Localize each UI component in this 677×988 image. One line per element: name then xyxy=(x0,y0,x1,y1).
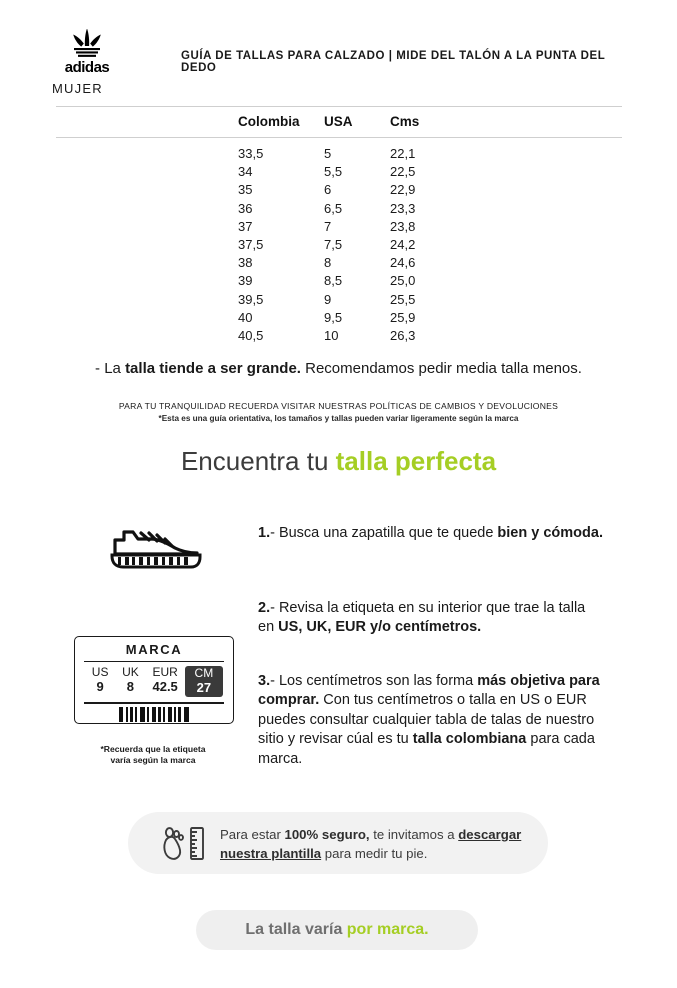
barcode-bar xyxy=(130,707,133,722)
table-body xyxy=(56,138,622,346)
table-cell: 24,2 xyxy=(390,236,416,252)
download-template-link[interactable]: descargar nuestra plantilla xyxy=(220,827,522,861)
table-cell: 38 xyxy=(238,255,253,271)
table-cell: 8,5 xyxy=(324,273,343,289)
table-cell: 26,3 xyxy=(390,327,416,343)
barcode-bar xyxy=(178,707,181,722)
step-2-bold-a: US, UK, EUR y/o centímetros. xyxy=(278,619,482,635)
table-cell: 35 xyxy=(238,182,253,198)
step-2-text xyxy=(258,599,603,637)
label-size-us xyxy=(85,666,115,694)
barcode-bar xyxy=(140,707,145,722)
download-bold-a: 100% seguro, xyxy=(284,827,370,842)
barcode-bar xyxy=(174,707,176,722)
brand-wordmark: adidas xyxy=(64,59,110,76)
table-cell: 5 xyxy=(324,146,332,161)
sneaker-icon xyxy=(105,518,205,574)
label-brand-title: MARCA xyxy=(125,642,183,657)
label-size-key: US xyxy=(91,665,109,680)
table-row xyxy=(56,328,622,346)
barcode-bar xyxy=(184,707,189,722)
foot-ruler-icon xyxy=(158,823,212,863)
label-caption-line1: *Recuerda que la etiqueta xyxy=(100,744,206,754)
table-row xyxy=(56,182,622,200)
label-caption xyxy=(74,744,232,766)
label-size-value: 27 xyxy=(196,680,212,696)
table-cell: 6 xyxy=(324,182,332,198)
table-cell: 25,5 xyxy=(390,291,416,307)
barcode-bar xyxy=(168,707,172,722)
table-cell: 36 xyxy=(238,200,253,216)
adidas-trefoil-icon xyxy=(60,28,114,58)
table-cell: 39 xyxy=(238,273,253,289)
label-size-cm xyxy=(185,666,223,697)
barcode-bar xyxy=(163,707,165,722)
table-row xyxy=(56,310,622,328)
heading-accent: talla perfecta xyxy=(335,446,497,476)
column-header-colombia: Colombia xyxy=(238,114,300,129)
fit-note-prefix: - La xyxy=(95,360,126,377)
table-cell: 25,9 xyxy=(390,309,416,325)
table-cell: 9 xyxy=(324,291,332,307)
barcode-icon xyxy=(75,707,233,722)
label-size-uk xyxy=(115,666,145,694)
step-2-number: 2. xyxy=(258,600,271,616)
barcode-bar xyxy=(119,707,123,722)
table-cell: 37,5 xyxy=(238,236,264,252)
step-1-bold-b: y cómoda. xyxy=(531,525,603,541)
step-1-number: 1. xyxy=(258,525,271,541)
table-row xyxy=(56,201,622,219)
fit-note-bold: talla tiende a ser grande. xyxy=(125,360,301,377)
label-size-value: 42.5 xyxy=(152,679,178,695)
table-cell: 34 xyxy=(238,164,253,180)
step-1-bold-a: bien xyxy=(497,525,528,541)
brand-variation-accent: por marca. xyxy=(346,921,429,938)
table-cell: 22,9 xyxy=(390,182,416,198)
label-size-key: EUR xyxy=(152,665,178,680)
step-3-text-b: Con tus centímetros o talla en US o EUR puedes consultar cualquier tabla de talas de nuestro sitio y revisar cúal es tu xyxy=(258,692,595,748)
column-header-usa: USA xyxy=(324,114,353,129)
table-cell: 10 xyxy=(324,327,339,343)
section-heading xyxy=(0,446,677,477)
barcode-bar xyxy=(147,707,149,722)
step-1-text-a: - Busca una zapatilla que te quede xyxy=(270,525,498,541)
table-cell: 39,5 xyxy=(238,291,264,307)
table-cell: 24,6 xyxy=(390,255,416,271)
table-cell: 25,0 xyxy=(390,273,416,289)
brand-variation-banner xyxy=(196,910,478,950)
label-size-eur xyxy=(146,666,185,694)
page-header xyxy=(0,0,677,100)
step-3-text-a: - Los centímetros son las forma xyxy=(270,673,478,689)
heading-plain: Encuentra tu xyxy=(180,446,336,476)
step-3-bold-a: más objetiva para comprar. xyxy=(258,673,600,709)
download-text-c: para medir tu pie. xyxy=(321,846,428,861)
table-cell: 33,5 xyxy=(238,146,264,161)
table-cell: 6,5 xyxy=(324,200,343,216)
step-3-bold-b: talla colombiana xyxy=(412,731,527,748)
page-title: GUÍA DE TALLAS PARA CALZADO | MIDE DEL TALÓN A LA PUNTA DEL DEDO xyxy=(181,50,606,74)
label-size-value: 8 xyxy=(126,679,135,695)
brand-variation-plain: La talla varía xyxy=(245,921,347,938)
table-cell: 7,5 xyxy=(324,236,343,252)
table-cell: 37 xyxy=(238,218,253,234)
step-3-text-c: para cada marca. xyxy=(258,731,595,767)
table-row xyxy=(56,219,622,237)
adidas-logo xyxy=(52,28,122,76)
label-size-value: 9 xyxy=(96,679,104,695)
label-size-row xyxy=(75,662,233,697)
table-row xyxy=(56,146,622,164)
table-header-row xyxy=(56,107,622,137)
table-cell: 9,5 xyxy=(324,309,343,325)
policy-note: PARA TU TRANQUILIDAD RECUERDA VISITAR NUESTRAS POLÍTICAS DE CAMBIOS Y DEVOLUCIONES xyxy=(118,401,559,411)
step-3-number: 3. xyxy=(258,673,271,689)
table-cell: 23,3 xyxy=(390,200,416,216)
table-cell: 7 xyxy=(324,218,332,234)
table-cell: 22,5 xyxy=(390,164,416,180)
barcode-bar xyxy=(152,707,156,722)
table-row xyxy=(56,255,622,273)
download-text-b: te invitamos a xyxy=(369,827,459,842)
fit-note xyxy=(0,360,677,377)
table-cell: 8 xyxy=(324,255,332,271)
download-template-banner[interactable] xyxy=(128,812,548,874)
size-table xyxy=(56,106,622,346)
download-banner-text xyxy=(220,825,535,863)
table-cell: 5,5 xyxy=(324,164,343,180)
gender-label: MUJER xyxy=(52,81,103,96)
step-1-text xyxy=(258,524,603,543)
table-row xyxy=(56,292,622,310)
step-2-text-a: - Revisa la etiqueta en su interior que trae la talla en xyxy=(258,600,586,635)
column-header-cms: Cms xyxy=(390,114,420,129)
disclaimer-note: *Esta es una guía orientativa, los tamaños y tallas pueden variar ligeramente según la marca xyxy=(158,414,519,423)
table-row xyxy=(56,237,622,255)
table-cell: 22,1 xyxy=(390,146,416,161)
barcode-bar xyxy=(126,707,128,722)
fit-note-suffix: Recomendamos pedir media talla menos. xyxy=(300,360,582,377)
table-cell: 40 xyxy=(238,309,253,325)
table-cell: 40,5 xyxy=(238,327,264,343)
barcode-bar xyxy=(158,707,161,722)
brand-variation-text xyxy=(245,921,428,939)
label-size-key: CM xyxy=(194,666,214,681)
table-row xyxy=(56,273,622,291)
label-size-key: UK xyxy=(122,665,139,680)
label-divider-bottom xyxy=(84,702,224,703)
barcode-bar xyxy=(135,707,137,722)
table-row xyxy=(56,164,622,182)
step-3-text xyxy=(258,672,608,769)
table-cell: 23,8 xyxy=(390,218,416,234)
label-caption-line2: varía según la marca xyxy=(110,755,196,765)
download-text-a: Para estar xyxy=(220,827,285,842)
shoe-label-card xyxy=(74,636,234,724)
